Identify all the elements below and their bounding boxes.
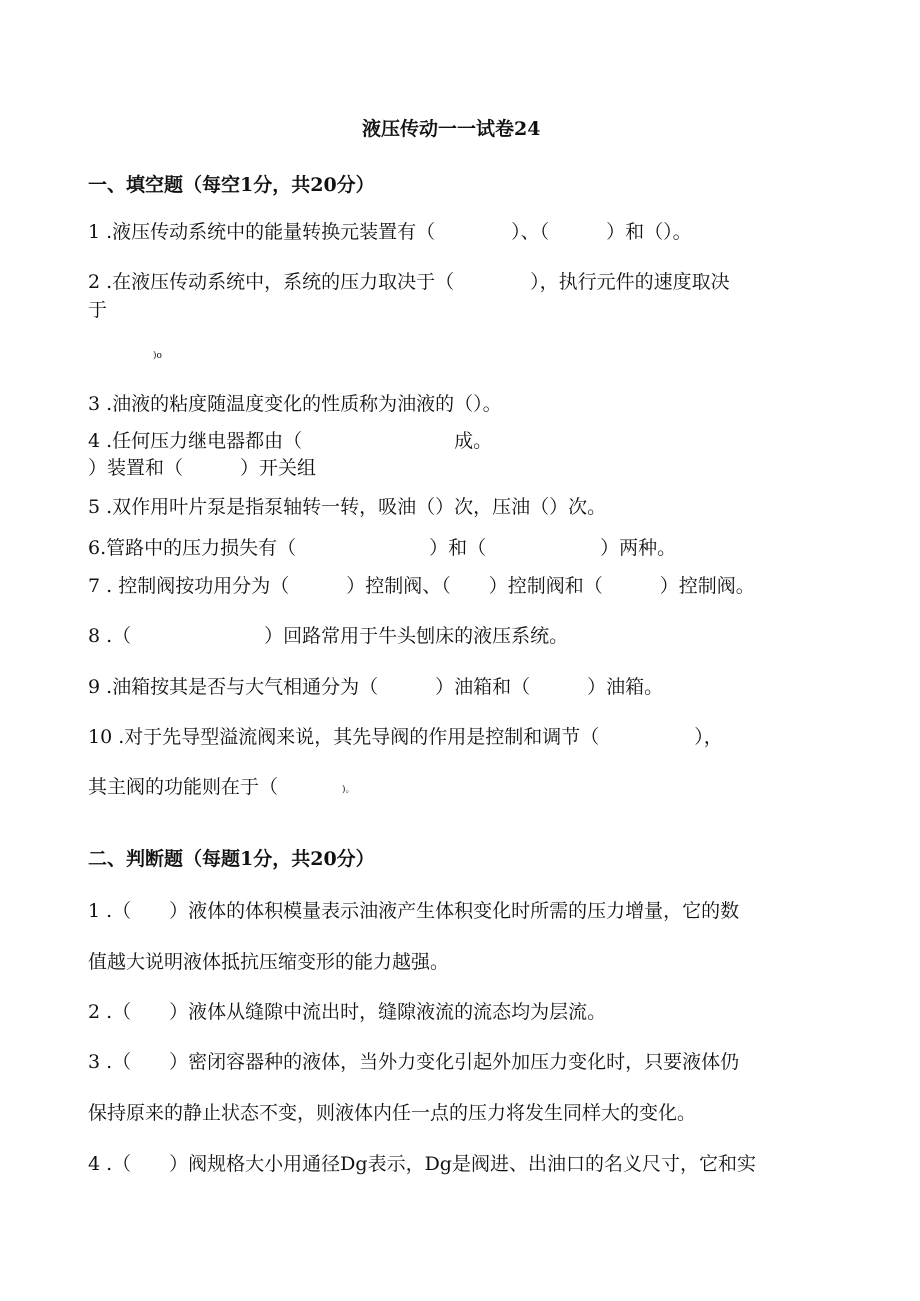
exam-title: 液压传动一一试卷24 (362, 118, 541, 140)
question-line-fragment: )。 (342, 785, 355, 795)
question-line: 保持原来的静止状态不变，则液体内任一点的压力将发生同样大的变化。 (88, 1102, 697, 1124)
question-line: 值越大说明液体抵抗压缩变形的能力越强。 (88, 951, 450, 973)
question-line: 1 .液压传动系统中的能量转换元装置有（ ）、（ ）和（）。 (88, 221, 692, 243)
question-line: 3 .（ ）密闭容器种的液体，当外力变化引起外加压力变化时，只要液体仍 (88, 1051, 740, 1073)
question-line: 4 .任何压力继电器都由（ 成。 (88, 430, 493, 452)
question-line: 6.管路中的压力损失有（ ）和（ ）两种。 (88, 537, 677, 559)
question-line: 2 .（ ）液体从缝隙中流出时，缝隙液流的流态均为层流。 (88, 1001, 607, 1023)
question-line: 8 .（ ）回路常用于牛头刨床的液压系统。 (88, 625, 569, 647)
question-line: 3 .油液的粘度随温度变化的性质称为油液的（）。 (88, 393, 502, 415)
question-line: 9 .油箱按其是否与大气相通分为（ ）油箱和（ ）油箱。 (88, 676, 664, 698)
question-line-fragment: )o (153, 351, 162, 361)
section-heading-fill-in: 一、填空题（每空1分，共20分） (88, 174, 375, 196)
question-line: 5 .双作用叶片泵是指泵轴转一转，吸油（）次，压油（）次。 (88, 496, 607, 518)
question-line: 2 .在液压传动系统中，系统的压力取决于（ ），执行元件的速度取决 (88, 271, 730, 293)
question-line: 7 . 控制阀按功用分为（ ）控制阀、（ ）控制阀和（ ）控制阀。 (88, 575, 755, 597)
question-line: 于 (88, 299, 108, 321)
question-line: 其主阀的功能则在于（ (88, 776, 317, 798)
question-line: 4 .（ ）阀规格大小用通径Dg表示，Dg是阀进、出油口的名义尺寸，它和实 (88, 1153, 756, 1175)
question-line: 10 .对于先导型溢流阀来说，其先导阀的作用是控制和调节（ ）， (88, 726, 723, 748)
question-line: ）装置和（ ）开关组 (88, 457, 317, 479)
section-heading-true-false: 二、判断题（每题1分，共20分） (88, 848, 375, 870)
question-line: 1 .（ ）液体的体积模量表示油液产生体积变化时所需的压力增量，它的数 (88, 900, 740, 922)
